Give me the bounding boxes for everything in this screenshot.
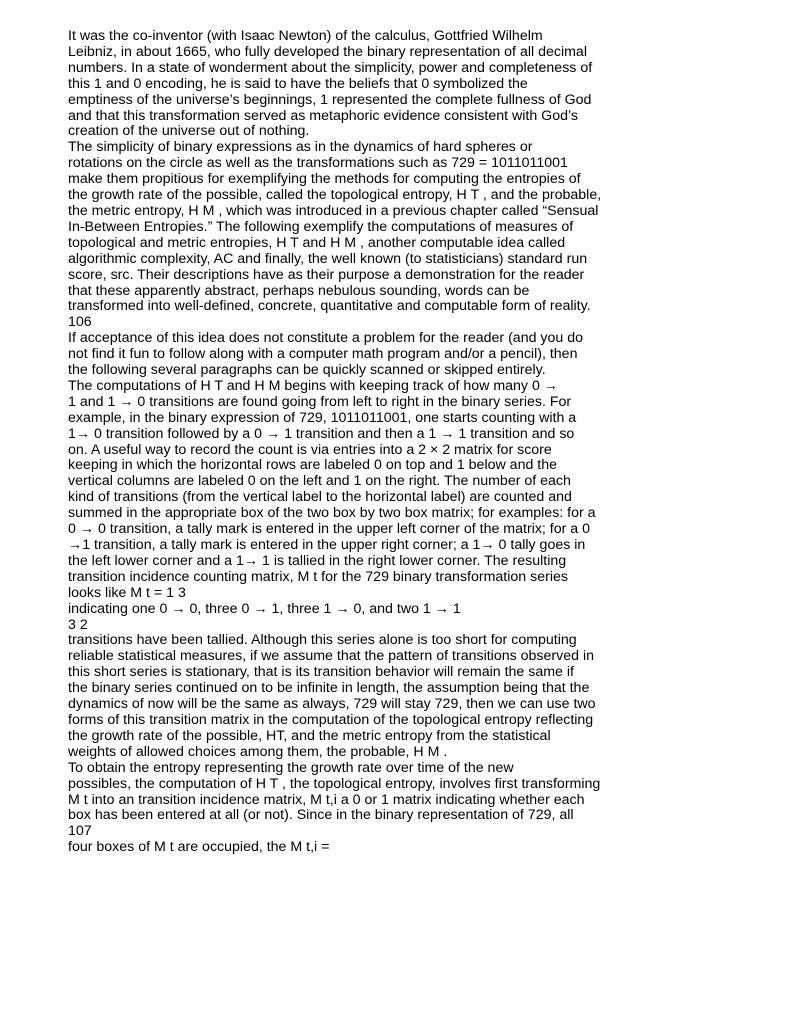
- text-line: If acceptance of this idea does not constitute a problem for the reader (and you do: [68, 330, 584, 347]
- text-line: emptiness of the universe’s beginnings, 1 represented the complete fullness of God: [68, 91, 592, 108]
- text-line: four boxes of M t are occupied, the M t,i =: [68, 839, 330, 856]
- text-line: indicating one 0 → 0, three 0 → 1, three 1 → 0, and two 1 → 1: [68, 600, 461, 617]
- text-line: possibles, the computation of H T , the topological entropy, involves first transforming: [68, 775, 601, 792]
- page-number: 106: [68, 314, 92, 331]
- text-line: forms of this transition matrix in the computation of the topological entropy reflecting: [68, 711, 594, 728]
- text-line: 1→ 0 transition followed by a 0 → 1 transition and then a 1 → 1 transition and so: [68, 425, 575, 442]
- text-line: reliable statistical measures, if we assume that the pattern of transitions observed in: [68, 648, 594, 665]
- text-line: keeping in which the horizontal rows are labeled 0 on top and 1 below and the: [68, 457, 558, 474]
- text-line: and that this transformation served as metaphoric evidence consistent with God’s: [68, 107, 578, 124]
- text-line: example, in the binary expression of 729, 1011011001, one starts counting with a: [68, 409, 577, 426]
- matrix-row-2: 3 2: [68, 616, 88, 633]
- text-line: dynamics of now will be the same as always, 729 will stay 729, then we can use two: [68, 696, 596, 713]
- text-line: the metric entropy, H M , which was introduced in a previous chapter called “Sensual: [68, 202, 599, 219]
- text-line: M t into an transition incidence matrix, M t,i a 0 or 1 matrix indicating whether each: [68, 791, 585, 808]
- text-line: It was the co-inventor (with Isaac Newton) of the calculus, Gottfried Wilhelm: [68, 28, 543, 44]
- text-line: Leibniz, in about 1665, who fully developed the binary representation of all decimal: [68, 43, 587, 60]
- text-line: weights of allowed choices among them, the probable, H M .: [68, 743, 448, 760]
- text-line: In-Between Entropies.” The following exemplify the computations of measures of: [68, 218, 574, 235]
- text-line: this short series is stationary, that is its transition behavior will remain the same if: [68, 664, 574, 681]
- matrix-row-1: looks like M t = 1 3: [68, 584, 186, 601]
- text-line: transition incidence counting matrix, M t for the 729 binary transformation series: [68, 568, 568, 585]
- text-line: box has been entered at all (or not). Since in the binary representation of 729, all: [68, 807, 574, 824]
- text-line: vertical columns are labeled 0 on the left and 1 on the right. The number of each: [68, 473, 571, 490]
- text-line: score, src. Their descriptions have as their purpose a demonstration for the reader: [68, 266, 585, 283]
- text-line: The computations of H T and H M begins with keeping track of how many 0 →: [68, 377, 558, 394]
- text-line: summed in the appropriate box of the two box by two box matrix; for examples: for a: [68, 505, 596, 522]
- text-line: on. A useful way to record the count is via entries into a 2 × 2 matrix for score: [68, 441, 552, 458]
- text-line: rotations on the circle as well as the transformations such as 729 = 1011011001: [68, 155, 568, 172]
- text-line: transformed into well-defined, concrete, quantitative and computable form of reality.: [68, 298, 591, 315]
- text-line: the growth rate of the possible, HT, and the metric entropy from the statistical: [68, 727, 551, 744]
- text-line: this 1 and 0 encoding, he is said to have the beliefs that 0 symbolized the: [68, 75, 528, 92]
- text-line: topological and metric entropies, H T and H M , another computable idea called: [68, 234, 566, 251]
- text-line: 0 → 0 transition, a tally mark is entered in the upper left corner of the matrix; for a 0: [68, 521, 591, 538]
- text-line: the growth rate of the possible, called the topological entropy, H T , and the probable,: [68, 187, 602, 204]
- text-line: the left lower corner and a 1→ 1 is tallied in the right lower corner. The resulting: [68, 552, 567, 569]
- document-page: [68, 29, 780, 856]
- text-line: The simplicity of binary expressions as in the dynamics of hard spheres or: [68, 139, 533, 156]
- text-line: algorithmic complexity, AC and finally, the well known (to statisticians) standard run: [68, 250, 588, 267]
- text-line: creation of the universe out of nothing.: [68, 123, 310, 140]
- text-line: To obtain the entropy representing the growth rate over time of the new: [68, 759, 514, 776]
- text-line: →1 transition, a tally mark is entered in the upper right corner; a 1→ 0 tally goes in: [68, 537, 586, 553]
- text-line: numbers. In a state of wonderment about the simplicity, power and completeness of: [68, 59, 593, 76]
- text-line: that these apparently abstract, perhaps nebulous sounding, words can be: [68, 282, 530, 299]
- text-line: kind of transitions (from the vertical label to the horizontal label) are counted and: [68, 489, 572, 506]
- text-line: 1 and 1 → 0 transitions are found going from left to right in the binary series. For: [68, 393, 572, 410]
- text-line: not find it fun to follow along with a computer math program and/or a pencil), then: [68, 346, 578, 363]
- text-line: the following several paragraphs can be quickly scanned or skipped entirely.: [68, 362, 546, 379]
- text-line: make them propitious for exemplifying the methods for computing the entropies of: [68, 171, 581, 188]
- text-line: the binary series continued on to be infinite in length, the assumption being that the: [68, 680, 590, 697]
- text-line: transitions have been tallied. Although this series alone is too short for computing: [68, 632, 577, 649]
- page-number: 107: [68, 823, 92, 840]
